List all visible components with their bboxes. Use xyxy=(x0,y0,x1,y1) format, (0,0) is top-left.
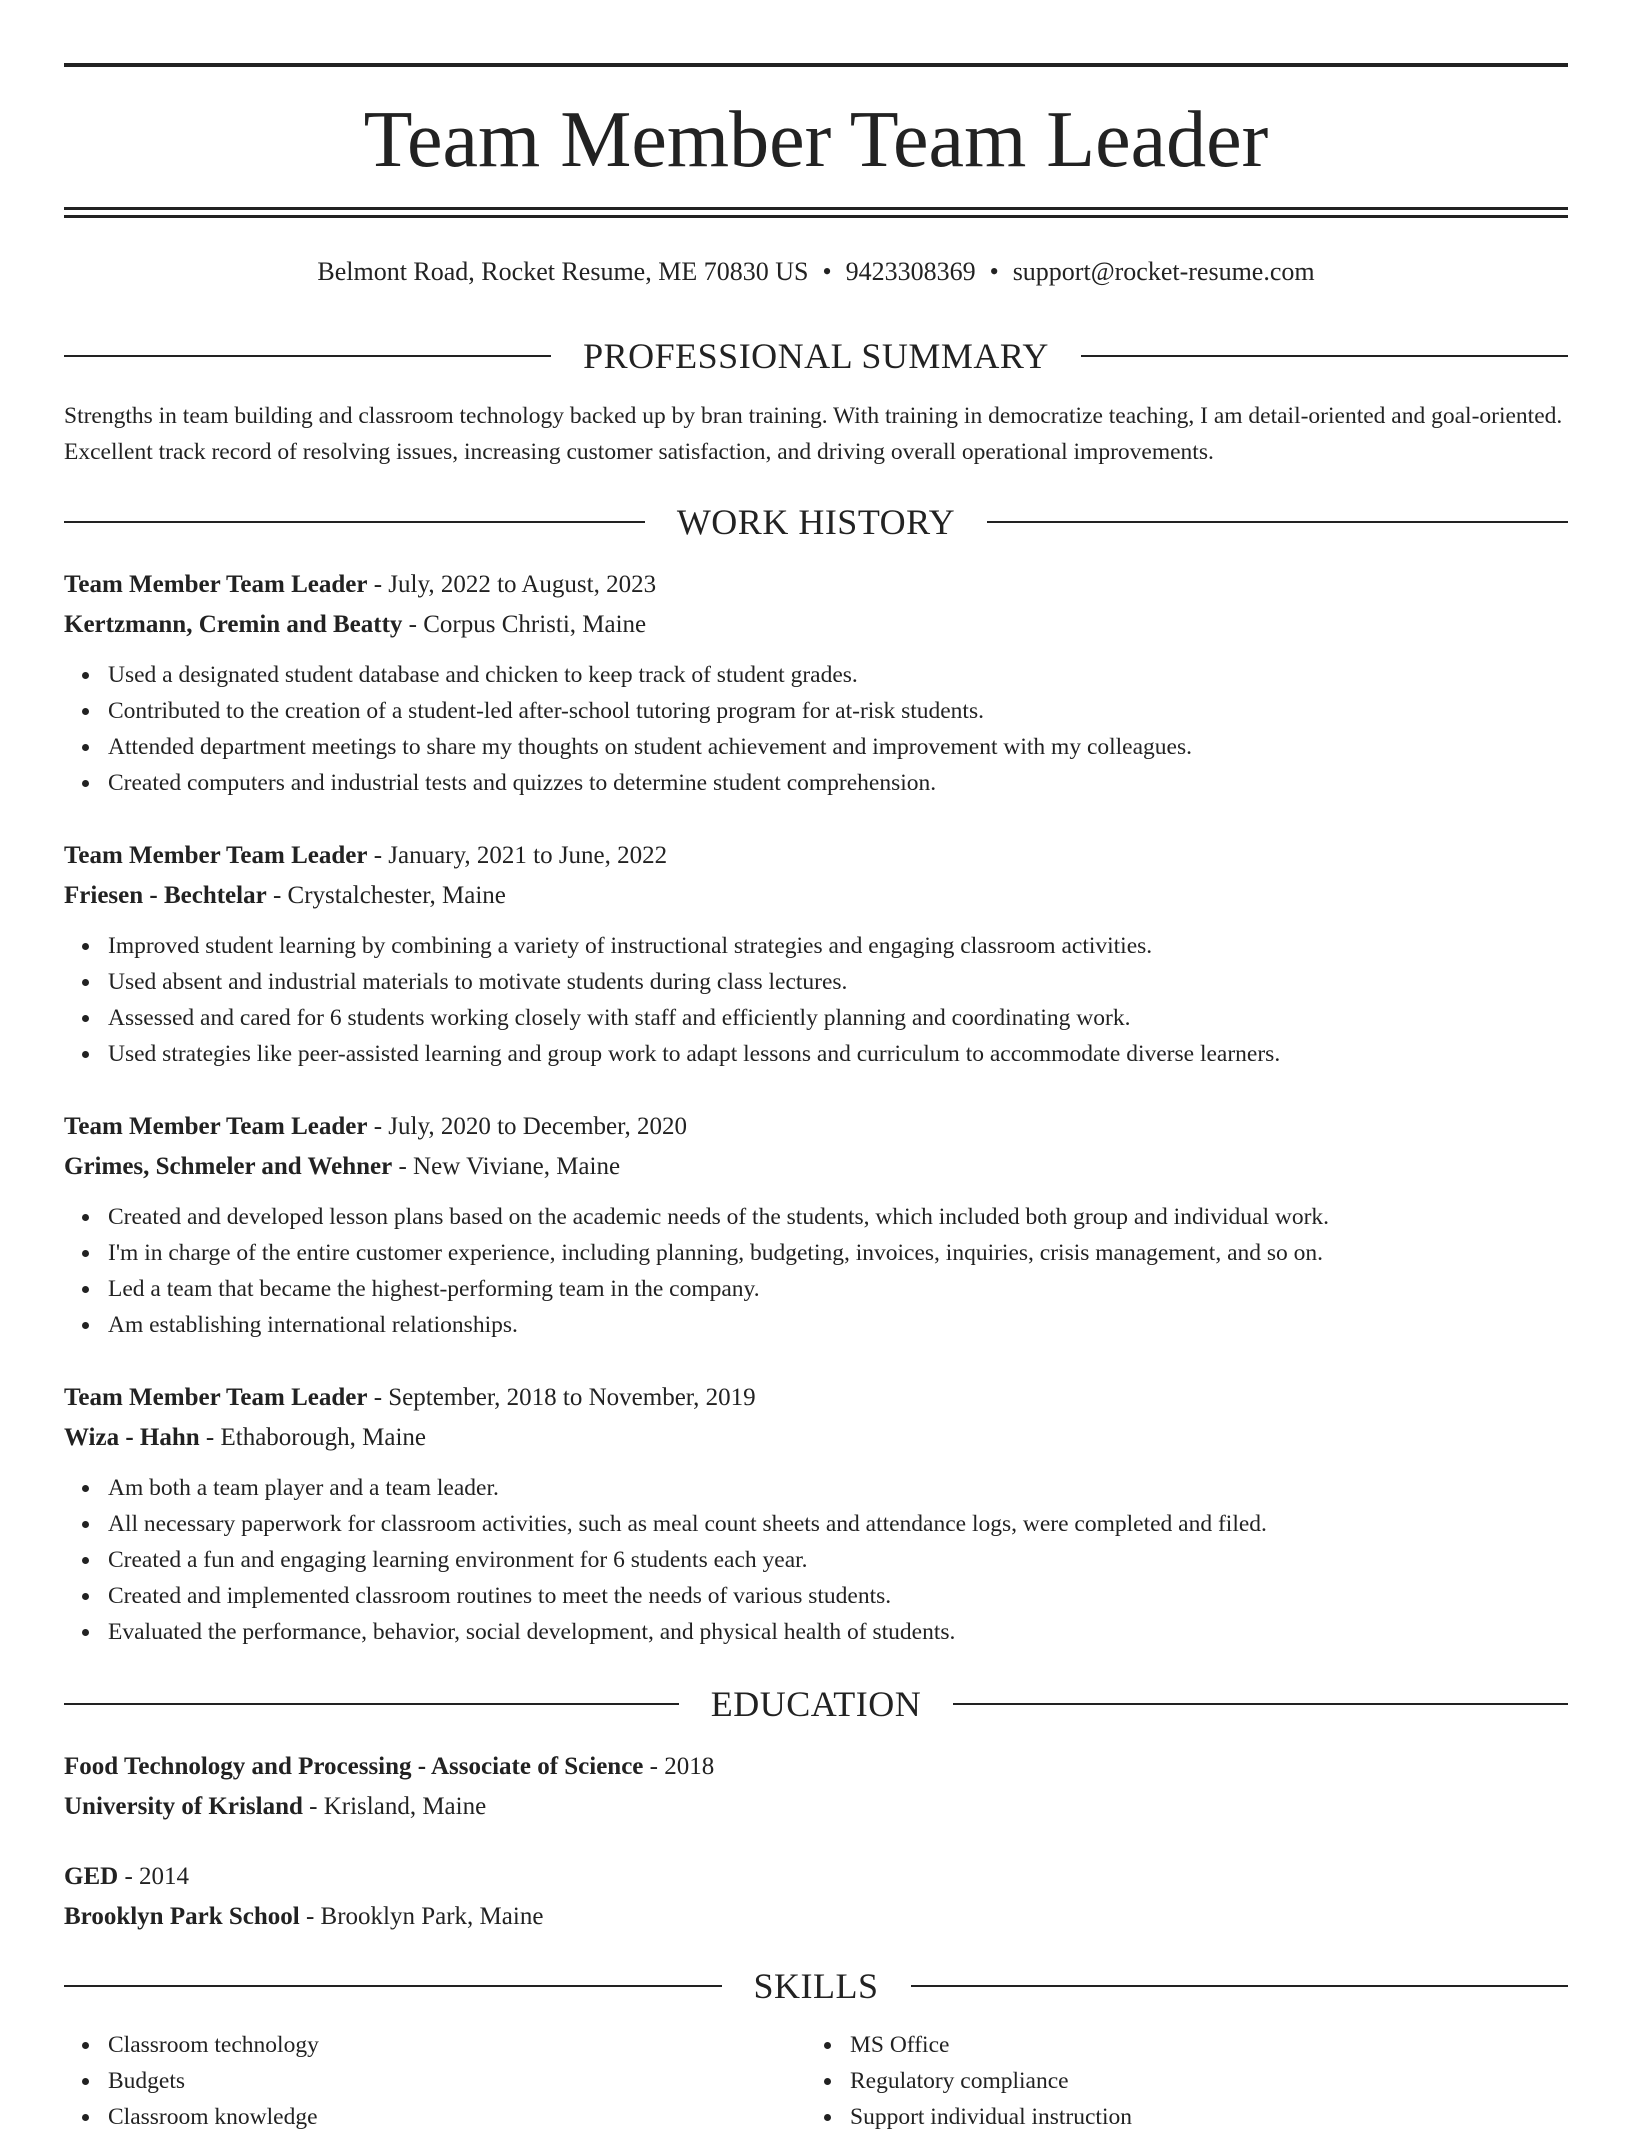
contact-line xyxy=(64,254,1568,290)
job-bullet: Created a fun and engaging learning environment for 6 students each year. xyxy=(108,1542,1568,1578)
job-location: - New Viviane, Maine xyxy=(392,1153,621,1180)
section-title: PROFESSIONAL SUMMARY xyxy=(583,336,1049,376)
job-employer-line xyxy=(64,605,1568,645)
skills-column-right xyxy=(806,2027,1548,2135)
section-rule-right xyxy=(953,1703,1568,1705)
skills-section-header xyxy=(64,1964,1568,2008)
job-bullets xyxy=(64,928,1568,1072)
job-entry xyxy=(64,1378,1568,1650)
contact-separator: • xyxy=(822,257,832,286)
section-rule-left xyxy=(64,1703,679,1705)
header-double-rule-lower xyxy=(64,215,1568,218)
job-bullet: Created computers and industrial tests and quizzes to determine student comprehension. xyxy=(108,765,1568,801)
job-location: - Corpus Christi, Maine xyxy=(402,611,647,638)
education-degree-line xyxy=(64,1857,1568,1897)
job-bullet: Am establishing international relationships. xyxy=(108,1307,1568,1343)
job-bullet: Assessed and cared for 6 students working closely with staff and efficiently planning and coordinating work. xyxy=(108,1000,1568,1036)
section-rule-left xyxy=(64,1985,722,1987)
job-role: Team Member Team Leader xyxy=(64,842,368,869)
job-bullet: Attended department meetings to share my thoughts on student achievement and improvement with my colleagues. xyxy=(108,729,1568,765)
education-section-header xyxy=(64,1682,1568,1726)
job-bullet: Created and developed lesson plans based on the academic needs of the students, which included both group and individual work. xyxy=(108,1199,1568,1235)
section-rule-right xyxy=(987,521,1568,523)
job-bullet: Improved student learning by combining a variety of instructional strategies and engaging classroom activities. xyxy=(108,928,1568,964)
job-bullet: All necessary paperwork for classroom activities, such as meal count sheets and attendance logs, were completed and filed. xyxy=(108,1506,1568,1542)
job-employer-line xyxy=(64,1147,1568,1187)
section-rule-left xyxy=(64,521,645,523)
job-entry xyxy=(64,836,1568,1072)
job-entry xyxy=(64,1107,1568,1343)
job-bullet: Am both a team player and a team leader. xyxy=(108,1470,1568,1506)
job-bullets xyxy=(64,657,1568,801)
skill-item: Budgets xyxy=(108,2063,806,2099)
job-role: Team Member Team Leader xyxy=(64,1113,368,1140)
education-school-line xyxy=(64,1897,1568,1937)
contact-separator: • xyxy=(989,257,999,286)
contact-address: Belmont Road, Rocket Resume, ME 70830 US xyxy=(317,257,809,286)
section-title: EDUCATION xyxy=(710,1684,922,1724)
job-title-line xyxy=(64,565,1568,605)
job-employer-line xyxy=(64,876,1568,916)
job-location: - Crystalchester, Maine xyxy=(266,882,506,909)
summary-text: Strengths in team building and classroom technology backed up by bran training. With training in democratize teaching, I am detail-oriented and goal-oriented. Excellent track record of resolving issues, increasing customer satisfaction, and driving overall operational improvements. xyxy=(64,403,1563,465)
job-bullets xyxy=(64,1470,1568,1650)
header-double-rule-upper xyxy=(64,207,1568,210)
section-title: SKILLS xyxy=(753,1966,879,2006)
job-employer: Grimes, Schmeler and Wehner xyxy=(64,1153,393,1180)
job-dates: - January, 2021 to June, 2022 xyxy=(367,842,668,869)
education-entry xyxy=(64,1857,1568,1937)
job-bullet: Used a designated student database and chicken to keep track of student grades. xyxy=(108,657,1568,693)
job-role: Team Member Team Leader xyxy=(64,571,368,598)
skills-column-left xyxy=(64,2027,806,2135)
job-bullet: Led a team that became the highest-performing team in the company. xyxy=(108,1271,1568,1307)
skill-item: Classroom knowledge xyxy=(108,2099,806,2135)
job-dates: - September, 2018 to November, 2019 xyxy=(367,1384,756,1411)
job-bullet: Used strategies like peer-assisted learning and group work to adapt lessons and curriculum to accommodate diverse learners. xyxy=(108,1036,1568,1072)
job-bullet: Used absent and industrial materials to motivate students during class lectures. xyxy=(108,964,1568,1000)
education-location: - Brooklyn Park, Maine xyxy=(299,1903,544,1930)
job-title-line xyxy=(64,1378,1568,1418)
section-title: WORK HISTORY xyxy=(676,502,956,542)
work-history-section-header xyxy=(64,500,1568,544)
skill-item: Regulatory compliance xyxy=(850,2063,1548,2099)
contact-email: support@rocket-resume.com xyxy=(1012,257,1315,286)
education-school-line xyxy=(64,1787,1568,1827)
education-school: University of Krisland xyxy=(64,1793,303,1820)
education-location: - Krisland, Maine xyxy=(302,1793,487,1820)
job-employer-line xyxy=(64,1418,1568,1458)
job-role: Team Member Team Leader xyxy=(64,1384,368,1411)
skill-item: Classroom technology xyxy=(108,2027,806,2063)
job-dates: - July, 2020 to December, 2020 xyxy=(367,1113,687,1140)
job-bullet: I'm in charge of the entire customer experience, including planning, budgeting, invoices, inquiries, crisis management, and so on. xyxy=(108,1235,1568,1271)
summary-section-header xyxy=(64,334,1568,378)
job-title-line xyxy=(64,836,1568,876)
job-employer: Wiza - Hahn xyxy=(64,1424,200,1451)
job-entry xyxy=(64,565,1568,801)
education-year: - 2018 xyxy=(643,1753,715,1780)
job-location: - Ethaborough, Maine xyxy=(199,1424,427,1451)
education-degree-line xyxy=(64,1747,1568,1787)
skill-item: Support individual instruction xyxy=(850,2099,1548,2135)
education-degree: Food Technology and Processing - Associate of Science xyxy=(64,1753,644,1780)
section-rule-right xyxy=(911,1985,1569,1987)
job-bullet: Evaluated the performance, behavior, social development, and physical health of students. xyxy=(108,1614,1568,1650)
education-entry xyxy=(64,1747,1568,1827)
education-year: - 2014 xyxy=(118,1863,190,1890)
job-dates: - July, 2022 to August, 2023 xyxy=(367,571,657,598)
job-bullets xyxy=(64,1199,1568,1343)
section-rule-right xyxy=(1081,355,1568,357)
section-rule-left xyxy=(64,355,551,357)
skills-list xyxy=(64,2027,1568,2135)
job-employer: Kertzmann, Cremin and Beatty xyxy=(64,611,403,638)
contact-phone: 9423308369 xyxy=(845,257,976,286)
education-degree: GED xyxy=(64,1863,119,1890)
job-bullet: Created and implemented classroom routines to meet the needs of various students. xyxy=(108,1578,1568,1614)
job-title-line xyxy=(64,1107,1568,1147)
skill-item: MS Office xyxy=(850,2027,1548,2063)
education-school: Brooklyn Park School xyxy=(64,1903,300,1930)
resume-name: Team Member Team Leader xyxy=(363,96,1269,184)
job-bullet: Contributed to the creation of a student-led after-school tutoring program for at-risk students. xyxy=(108,693,1568,729)
job-employer: Friesen - Bechtelar xyxy=(64,882,267,909)
header-top-rule xyxy=(64,63,1568,67)
